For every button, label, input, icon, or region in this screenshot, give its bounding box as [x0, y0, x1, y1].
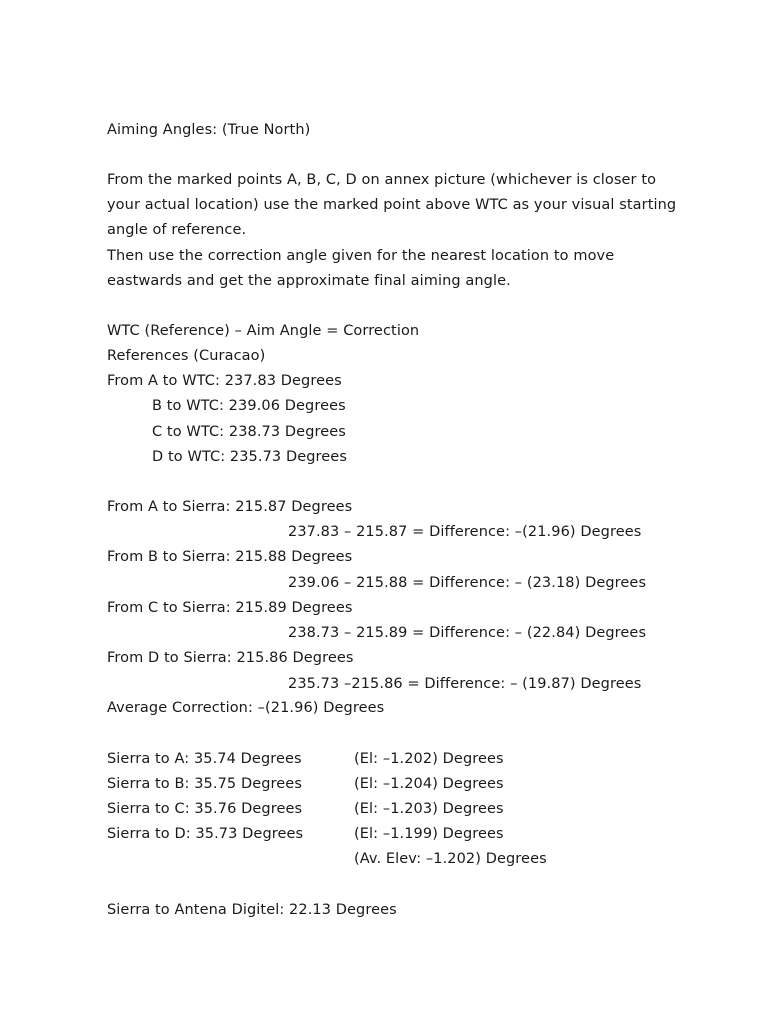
- elevation-b: (El: –1.204) Degrees: [354, 776, 504, 792]
- return-angle-d: Sierra to D: 35.73 Degrees: [107, 826, 304, 842]
- return-angle-a: Sierra to A: 35.74 Degrees: [107, 751, 302, 767]
- difference-c: 238.73 – 215.89 = Difference: – (22.84) Degrees: [288, 625, 647, 641]
- sierra-ref-b: From B to Sierra: 215.88 Degrees: [107, 549, 353, 565]
- sierra-ref-c: From C to Sierra: 215.89 Degrees: [107, 600, 353, 616]
- sierra-ref-a: From A to Sierra: 215.87 Degrees: [107, 499, 353, 515]
- return-angle-c: Sierra to C: 35.76 Degrees: [107, 801, 303, 817]
- intro-line-3: angle of reference.: [107, 222, 247, 238]
- wtc-ref-b: B to WTC: 239.06 Degrees: [152, 398, 346, 414]
- difference-a: 237.83 – 215.87 = Difference: –(21.96) Degrees: [288, 524, 642, 540]
- wtc-ref-a: From A to WTC: 237.83 Degrees: [107, 373, 342, 389]
- wtc-ref-d: D to WTC: 235.73 Degrees: [152, 449, 347, 465]
- wtc-ref-c: C to WTC: 238.73 Degrees: [152, 424, 346, 440]
- average-correction: Average Correction: –(21.96) Degrees: [107, 700, 385, 716]
- elevation-c: (El: –1.203) Degrees: [354, 801, 504, 817]
- intro-line-2: your actual location) use the marked point above WTC as your visual starting: [107, 197, 677, 213]
- intro-line-1: From the marked points A, B, C, D on annex picture (whichever is closer to: [107, 172, 657, 188]
- difference-b: 239.06 – 215.88 = Difference: – (23.18) Degrees: [288, 575, 647, 591]
- return-angle-b: Sierra to B: 35.75 Degrees: [107, 776, 302, 792]
- intro-line-5: eastwards and get the approximate final aiming angle.: [107, 273, 511, 289]
- intro-line-4: Then use the correction angle given for the nearest location to move: [107, 248, 615, 264]
- sierra-ref-d: From D to Sierra: 215.86 Degrees: [107, 650, 354, 666]
- heading: Aiming Angles: (True North): [107, 122, 311, 138]
- formula-line: WTC (Reference) – Aim Angle = Correction: [107, 323, 420, 339]
- digitel-angle: Sierra to Antena Digitel: 22.13 Degrees: [107, 902, 397, 918]
- average-elevation: (Av. Elev: –1.202) Degrees: [354, 851, 547, 867]
- elevation-a: (El: –1.202) Degrees: [354, 751, 504, 767]
- references-label: References (Curacao): [107, 348, 266, 364]
- difference-d: 235.73 –215.86 = Difference: – (19.87) Degrees: [288, 676, 642, 692]
- elevation-d: (El: –1.199) Degrees: [354, 826, 504, 842]
